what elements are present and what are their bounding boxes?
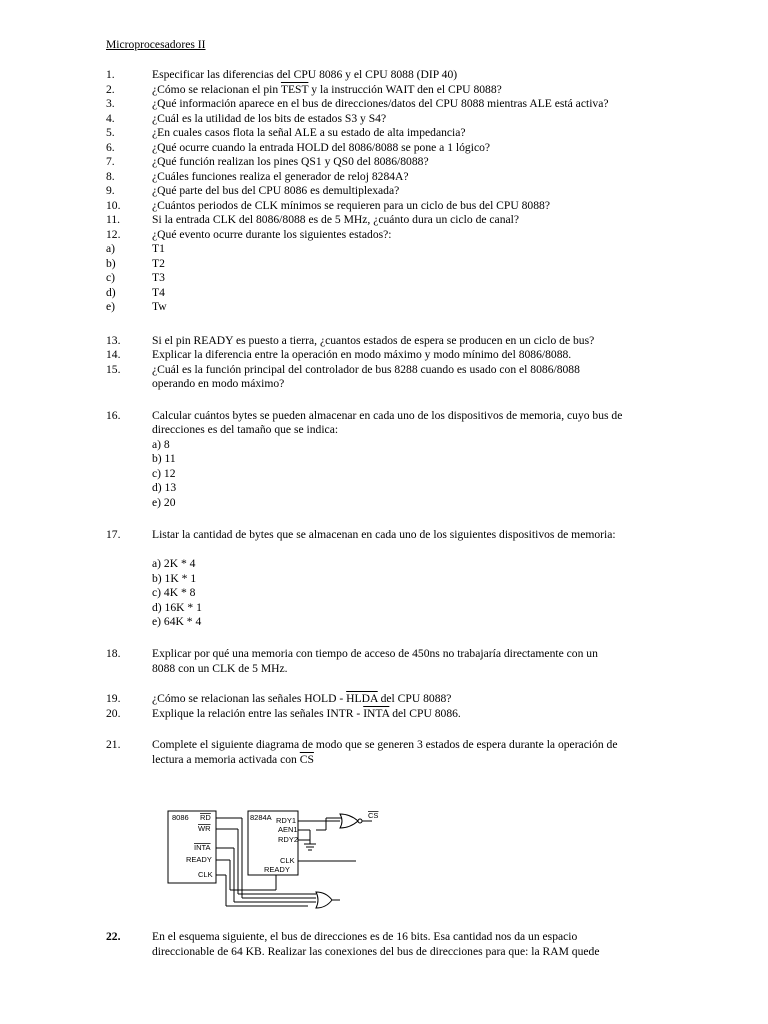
or-gate-lower [316, 892, 332, 908]
q17-option: e) 64K * 4 [152, 615, 202, 628]
q17-option: a) 2K * 4 [152, 557, 196, 570]
question-number: 21. [106, 738, 121, 751]
question-number: 12. [106, 227, 121, 241]
option-letter: d) [106, 285, 116, 299]
question-text: Si la entrada CLK del 8086/8088 es de 5 MHz, ¿cuánto dura un ciclo de canal? [152, 213, 520, 226]
question-number: 7. [106, 155, 115, 168]
question-number: 19. [106, 692, 121, 705]
rd-pin: RD [200, 813, 211, 822]
question-text: operando en modo máximo? [152, 377, 285, 390]
question-number: 20. [106, 706, 121, 720]
q16-option: c) 12 [152, 466, 176, 480]
question-text: Complete el siguiente diagrama de modo que se generen 3 estados de espera durante la operación de [152, 738, 618, 751]
question-text: En el esquema siguiente, el bus de direcciones es de 16 bits. Esa cantidad nos da un espacio [152, 930, 578, 943]
option-letter: c) [106, 271, 116, 284]
question-text: direccionable de 64 KB. Realizar las conexiones del bus de direcciones para que: la RAM quede [152, 944, 600, 958]
aen1-pin: AEN1 [278, 825, 298, 834]
question-text: Explicar por qué una memoria con tiempo de acceso de 450ns no trabajaría directamente con un [152, 647, 598, 660]
q17-option: b) 1K * 1 [152, 571, 197, 585]
question-number: 1. [106, 68, 115, 81]
question-number: 13. [106, 333, 121, 347]
question-text: Explique la relación entre las señales INTR - INTA del CPU 8086. [152, 706, 461, 720]
q16-option: a) 8 [152, 437, 170, 451]
question-number: 11. [106, 213, 121, 226]
clkgen-label: 8284A [250, 813, 272, 822]
question-number: 18. [106, 647, 121, 660]
question-text: Calcular cuántos bytes se pueden almacenar en cada uno de los dispositivos de memoria, cuyo bus de [152, 408, 623, 422]
rdy2-pin: RDY2 [278, 835, 299, 844]
wr-pin: WR [198, 824, 211, 833]
question-text: ¿Qué evento ocurre durante los siguientes estados?: [152, 227, 392, 241]
question-text: ¿Cuántos periodos de CLK mínimos se requieren para un ciclo de bus del CPU 8088? [152, 198, 550, 212]
option-letter: b) [106, 256, 116, 270]
option-text: T2 [152, 256, 165, 270]
overlined-signal: TEST [280, 82, 309, 96]
question-number: 3. [106, 97, 115, 110]
question-text: lectura a memoria activada con $\overline{CS}$ [152, 752, 314, 766]
question-text: ¿Qué función realizan los pines QS1 y QS0 del 8086/8088? [152, 155, 429, 168]
option-text: T4 [152, 285, 165, 299]
question-number: 8. [106, 169, 115, 183]
course-title: Microprocesadores II [106, 38, 206, 51]
question-text: ¿Qué ocurre cuando la entrada HOLD del 8086/8088 se pone a 1 lógico? [152, 140, 491, 154]
question-text: 8088 con un CLK de 5 MHz. [152, 661, 288, 675]
question-text: ¿En cuales casos flota la señal ALE a su estado de alta impedancia? [152, 126, 466, 139]
overlined-signal: HLDA [346, 692, 378, 705]
ready-out-pin: READY [264, 865, 290, 874]
overlined-signal: INTA [363, 706, 390, 720]
question-text: ¿Cuál es la función principal del controlador de bus 8288 cuando es usado con el 8086/8088 [152, 362, 580, 376]
question-number: 14. [106, 348, 121, 361]
question-number: 5. [106, 126, 115, 139]
cs-label: CS [368, 811, 379, 820]
question-text: ¿Qué información aparece en el bus de direcciones/datos del CPU 8088 mientras ALE está activa? [152, 97, 609, 110]
or-gate-upper [340, 814, 358, 828]
question-number: 4. [106, 111, 115, 125]
clk-pin: CLK [198, 870, 213, 879]
question-number: 2. [106, 82, 115, 96]
ready-pin: READY [186, 855, 212, 864]
rdy1-pin: RDY1 [276, 816, 297, 825]
question-number: 16. [106, 408, 121, 422]
clk-out-pin: CLK [280, 856, 295, 865]
q17-option: c) 4K * 8 [152, 586, 196, 599]
question-number: 9. [106, 184, 115, 197]
question-text: Si el pin READY es puesto a tierra, ¿cuantos estados de espera se producen en un ciclo de bus? [152, 333, 595, 347]
q16-option: e) 20 [152, 495, 176, 509]
q17-option: d) 16K * 1 [152, 600, 202, 614]
question-number: 10. [106, 198, 121, 212]
option-text: T3 [152, 271, 165, 284]
overlined-signal: $\overline{CS}$ [299, 752, 314, 766]
option-letter: a) [106, 242, 116, 255]
circuit-diagram [160, 800, 400, 912]
option-text: Tw [152, 300, 167, 313]
question-text: ¿Cómo se relacionan el pin TEST y la instrucción WAIT den el CPU 8088? [152, 82, 502, 96]
question-number: 22. [106, 930, 121, 943]
option-text: T1 [152, 242, 165, 255]
cpu-label: 8086 [172, 813, 189, 822]
q16-option: d) 13 [152, 481, 177, 494]
question-text: ¿Cuáles funciones realiza el generador de reloj 8284A? [152, 169, 409, 183]
q16-option: b) 11 [152, 452, 176, 465]
question-text: Listar la cantidad de bytes que se almacenan en cada uno de los siguientes dispositivos de memoria: [152, 528, 616, 541]
question-text: direcciones es del tamaño que se indica: [152, 423, 339, 436]
question-text: Explicar la diferencia entre la operación en modo máximo y modo mínimo del 8086/8088. [152, 348, 572, 361]
option-letter: e) [106, 300, 116, 313]
question-number: 6. [106, 140, 115, 154]
question-text: Especificar las diferencias del CPU 8086 y el CPU 8088 (DIP 40) [152, 68, 458, 81]
question-text: ¿Cómo se relacionan las señales HOLD - HLDA del CPU 8088? [152, 692, 452, 705]
question-number: 15. [106, 362, 121, 376]
question-text: ¿Cuál es la utilidad de los bits de estados S3 y S4? [152, 111, 387, 125]
question-number: 17. [106, 528, 121, 541]
inta-pin: INTA [194, 843, 211, 852]
question-text: ¿Qué parte del bus del CPU 8086 es demultiplexada? [152, 184, 400, 197]
